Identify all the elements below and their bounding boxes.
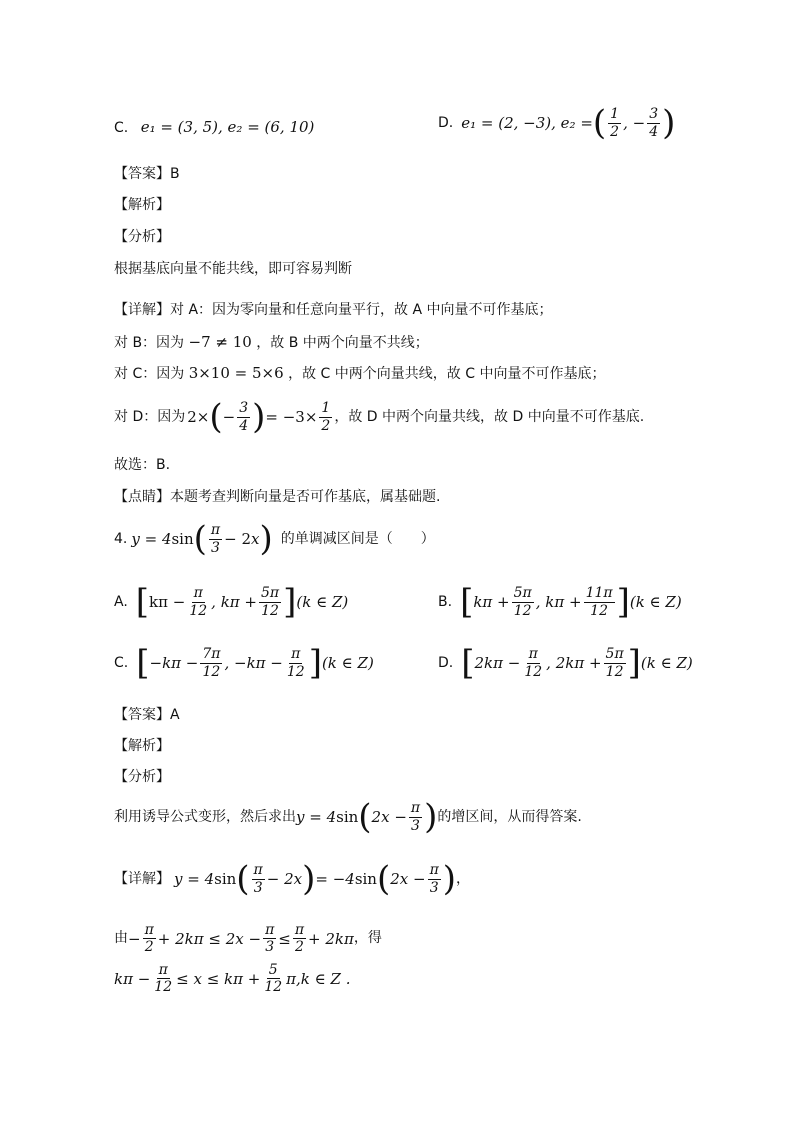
q3-detail-a: 【详解】对 A：因为零向量和任意向量平行，故 A 中向量不可作基底；	[114, 302, 553, 318]
q3-jiexi-heading: 【解析】	[114, 197, 170, 213]
q4-jiexi-heading: 【解析】	[114, 738, 170, 754]
q3-detail-c: 对 C：因为 3×10 = 5×6 ，故 C 中两个向量共线，故 C 中向量不可作基底；	[114, 364, 606, 382]
q3-answer: 【答案】B	[114, 166, 180, 182]
q4-detail-step3: kπ − $\frac{\pi}{12}$ ≤ x ≤ kπ + $\frac{5}{12}$ π, k ∈ Z .	[114, 962, 351, 996]
q3-detail-b: 对 B：因为 −7 ≠ 10 ，故 B 中两个向量不共线；	[114, 333, 429, 351]
q3-option-c-formula: e₁ = (3, 5), e₂ = (6, 10)	[140, 118, 315, 136]
q3-analysis-text: 根据基底向量不能共线，即可容易判断	[114, 261, 352, 277]
q4-analysis: 利用诱导公式变形，然后求出 y = 4sin ( 2x − $\frac{\pi}{3}$ ) 的增区间，从而得答案.	[114, 797, 582, 837]
q4-answer: 【答案】A	[114, 707, 180, 723]
q3-detail-d: 对 D：因为 2× ( − $\frac{3}{4}$ ) = −3× $\frac{1}{2}$ ，故 D 中两个向量共线，故 D 中向量不可作基底.	[114, 397, 645, 437]
q3-option-c: C. e₁ = (3, 5), e₂ = (6, 10)	[114, 118, 315, 136]
q4-detail-step2: 由 − $\frac{\pi}{2}$ + 2kπ ≤ 2x − $\frac{\pi}{3}$ ≤ $\frac{\pi}{2}$ + 2kπ ，得	[114, 922, 382, 956]
q3-choose: 故选：B.	[114, 457, 171, 473]
q4-option-b: B. [ kπ + $\frac{5\pi}{12}$ , kπ + $\frac{11\pi}{12}$ ] (k ∈ Z)	[438, 582, 682, 622]
q3-dianjing: 【点睛】本题考查判断向量是否可作基底，属基础题.	[114, 489, 441, 505]
q4-option-d: D. [ 2kπ − $\frac{\pi}{12}$ , 2kπ + $\frac{5\pi}{12}$ ] (k ∈ Z)	[438, 643, 693, 683]
q4-option-c: C. [ −kπ − $\frac{7\pi}{12}$ , −kπ − $\frac{\pi}{12}$ ] (k ∈ Z)	[114, 643, 374, 683]
q4-option-a: A. [ kπ − $\frac{\pi}{12}$ , kπ + $\frac{5\pi}{12}$ ] (k ∈ Z)	[114, 582, 349, 622]
q3-option-d: D. e₁ = (2, −3), e₂ = ( $\frac{1}{2}$ , − $\frac{3}{4}$ )	[438, 103, 676, 143]
q3-fenxi-heading: 【分析】	[114, 229, 170, 245]
q3-option-d-formula: e₁ = (2, −3), e₂ =	[461, 114, 593, 132]
q4-fenxi-heading: 【分析】	[114, 769, 170, 785]
q4-stem: 4. y = 4sin ( $\frac{\pi}{3}$ − 2x ) 的单调减区间是（ ）	[114, 519, 435, 559]
q4-detail-step1: 【详解】 y = 4sin ( $\frac{\pi}{3}$ − 2x ) = −4sin ( 2x − $\frac{\pi}{3}$ ) ，	[114, 859, 471, 899]
